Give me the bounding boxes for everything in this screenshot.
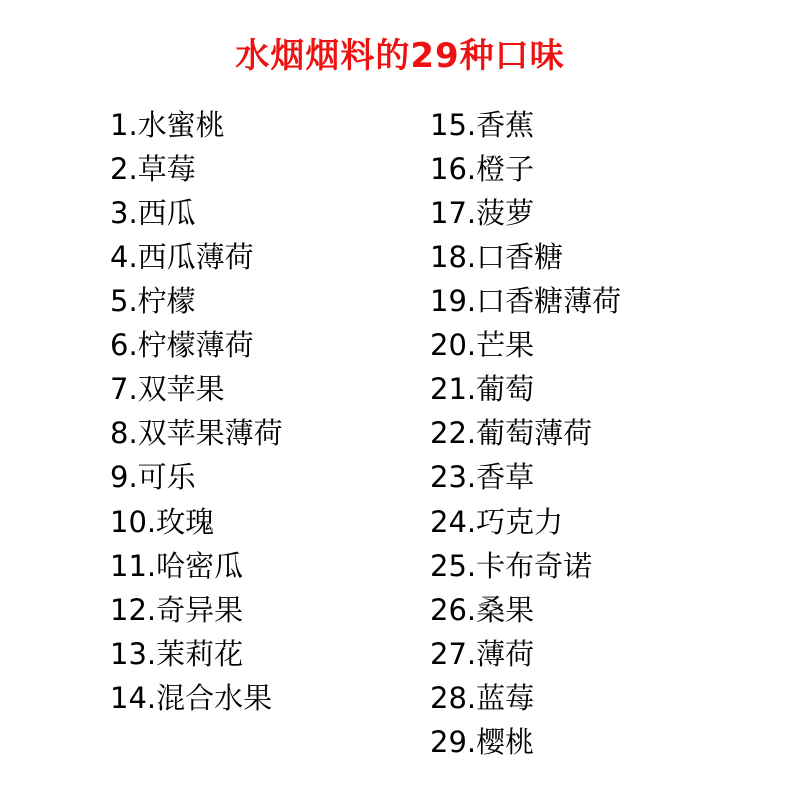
list-item: 5.柠檬 (110, 284, 196, 319)
list-item: 21.葡萄 (430, 372, 535, 407)
list-item: 10.玫瑰 (110, 504, 215, 539)
list-item: 25.卡布奇诺 (430, 548, 593, 583)
list-item: 17.菠萝 (430, 195, 535, 230)
page-title: 水烟烟料的29种口味 (235, 36, 565, 76)
list-item: 8.双苹果薄荷 (110, 416, 283, 451)
list-item: 12.奇异果 (110, 592, 244, 627)
list-item: 3.西瓜 (110, 195, 196, 230)
list-item: 1.水蜜桃 (110, 107, 225, 142)
list-item: 28.蓝莓 (430, 680, 535, 715)
flavor-columns (0, 103, 800, 764)
list-item: 24.巧克力 (430, 504, 564, 539)
list-item: 11.哈密瓜 (110, 548, 244, 583)
list-item: 4.西瓜薄荷 (110, 240, 254, 275)
list-item: 20.芒果 (430, 328, 535, 363)
list-item: 7.双苹果 (110, 372, 225, 407)
list-item: 26.桑果 (430, 592, 535, 627)
list-item: 29.樱桃 (430, 724, 535, 759)
list-item: 16.橙子 (430, 151, 535, 186)
list-item: 2.草莓 (110, 151, 196, 186)
list-item: 18.口香糖 (430, 240, 564, 275)
list-item: 9.可乐 (110, 460, 196, 495)
list-item: 14.混合水果 (110, 680, 273, 715)
list-item: 19.口香糖薄荷 (430, 284, 622, 319)
list-item: 22.葡萄薄荷 (430, 416, 593, 451)
list-item: 6.柠檬薄荷 (110, 328, 254, 363)
list-item: 13.茉莉花 (110, 636, 244, 671)
list-item: 15.香蕉 (430, 107, 535, 142)
flavor-column-right (430, 103, 700, 764)
flavor-column-left (110, 103, 370, 720)
list-item: 23.香草 (430, 460, 535, 495)
list-item: 27.薄荷 (430, 636, 535, 671)
